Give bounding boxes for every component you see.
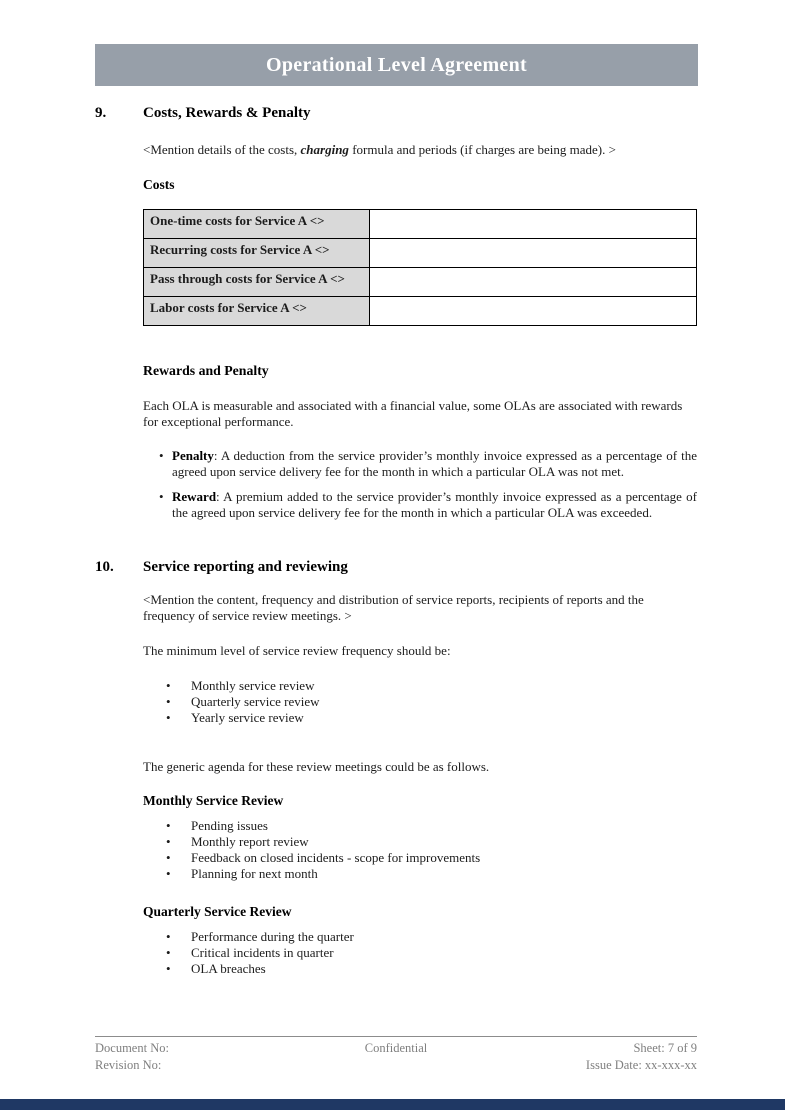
bullet-icon: • — [166, 850, 171, 865]
section-title: Costs, Rewards & Penalty — [143, 105, 311, 121]
penalty-bullet — [143, 448, 697, 480]
bullet-icon: • — [166, 961, 171, 976]
list-item-text: Planning for next month — [191, 866, 318, 881]
document-title-banner — [95, 44, 698, 86]
sheet-number: Sheet: 7 of 9 — [633, 1041, 698, 1055]
issue-date: Issue Date: xx-xxx-xx — [585, 1058, 698, 1072]
document-title: Operational Level Agreement — [265, 54, 527, 76]
page-content — [95, 104, 697, 977]
cost-value-cell — [370, 268, 697, 297]
frequency-lead: The minimum level of service review frequency should be: — [143, 643, 451, 658]
table-row — [144, 268, 697, 297]
footer-center — [296, 1040, 497, 1074]
list-item — [143, 866, 697, 882]
bullet-icon: • — [166, 694, 171, 709]
list-item-text: Monthly report review — [191, 834, 309, 849]
monthly-review-heading: Monthly Service Review — [143, 793, 284, 808]
intro-pre: <Mention details of the costs, — [143, 142, 301, 157]
section-number: 10. — [95, 559, 114, 575]
rewards-penalty-heading: Rewards and Penalty — [143, 363, 269, 378]
cost-label-cell: Pass through costs for Service A <> — [144, 268, 370, 297]
bullet-body: : A premium added to the service provider’s monthly invoice expressed as a percentage of the agreed upon service delivery fee for the month in which a particular OLA was exceeded. — [172, 489, 697, 520]
section-10-intro: <Mention the content, frequency and distribution of service reports, recipients of reports and the frequency of service review meetings. > — [143, 592, 644, 623]
bullet-label: Penalty — [172, 448, 214, 463]
list-item — [143, 850, 697, 866]
monthly-review-list — [95, 818, 697, 882]
list-item-text: OLA breaches — [191, 961, 266, 976]
bullet-icon: • — [166, 834, 171, 849]
table-row — [144, 297, 697, 326]
list-item-text: Performance during the quarter — [191, 929, 354, 944]
bullet-body: : A deduction from the service provider’s monthly invoice expressed as a percentage of the agreed upon service delivery fee for the month in which a particular OLA was not met. — [172, 448, 697, 479]
bullet-icon: • — [166, 945, 171, 960]
section-10-heading — [95, 558, 697, 576]
bullet-text — [172, 489, 697, 521]
bullet-icon: • — [166, 818, 171, 833]
footer-right — [496, 1040, 697, 1074]
section-title: Service reporting and reviewing — [143, 559, 348, 575]
confidential-label: Confidential — [364, 1041, 428, 1055]
list-item — [143, 929, 697, 945]
section-9-intro — [143, 142, 697, 158]
table-row — [144, 210, 697, 239]
intro-post: formula and periods (if charges are being made). > — [348, 142, 616, 157]
document-no-label: Document No: — [95, 1041, 169, 1055]
list-item — [143, 961, 697, 977]
cost-label-cell: Recurring costs for Service A <> — [144, 239, 370, 268]
list-item — [143, 678, 697, 694]
list-item-text: Feedback on closed incidents - scope for improvements — [191, 850, 481, 865]
frequency-list — [95, 678, 697, 726]
bullet-icon: • — [166, 929, 171, 944]
bullet-icon: • — [166, 866, 171, 881]
cost-value-cell — [370, 297, 697, 326]
list-item-text: Critical incidents in quarter — [191, 945, 334, 960]
agenda-lead: The generic agenda for these review meetings could be as follows. — [143, 759, 490, 774]
bullet-icon: • — [159, 489, 164, 504]
quarterly-review-heading: Quarterly Service Review — [143, 904, 292, 919]
bullet-icon: • — [166, 678, 171, 693]
bullet-icon: • — [166, 710, 171, 725]
quarterly-review-list — [95, 929, 697, 977]
list-item — [143, 818, 697, 834]
list-item — [143, 710, 697, 726]
table-row — [144, 239, 697, 268]
costs-table — [143, 209, 697, 326]
bullet-label: Reward — [172, 489, 217, 504]
list-item — [143, 834, 697, 850]
list-item — [143, 694, 697, 710]
cost-label-cell: One-time costs for Service A <> — [144, 210, 370, 239]
footer-left — [95, 1040, 296, 1074]
revision-no-label: Revision No: — [95, 1058, 162, 1072]
section-9-heading — [95, 104, 697, 122]
costs-heading: Costs — [143, 177, 175, 192]
list-item-text: Monthly service review — [191, 678, 315, 693]
cost-value-cell — [370, 210, 697, 239]
cost-value-cell — [370, 239, 697, 268]
list-item-text: Yearly service review — [191, 710, 304, 725]
cost-label-cell: Labor costs for Service A <> — [144, 297, 370, 326]
section-number: 9. — [95, 105, 107, 121]
intro-emphasis: charging — [300, 142, 349, 157]
bottom-accent-bar — [0, 1099, 785, 1110]
list-item-text: Quarterly service review — [191, 694, 320, 709]
list-item-text: Pending issues — [191, 818, 268, 833]
page-footer — [95, 1036, 697, 1074]
list-item — [143, 945, 697, 961]
rewards-intro: Each OLA is measurable and associated with a financial value, some OLAs are associated with rewards for exceptional performance. — [143, 398, 683, 429]
reward-bullet — [143, 489, 697, 521]
bullet-icon: • — [159, 448, 164, 463]
bullet-text — [172, 448, 697, 480]
